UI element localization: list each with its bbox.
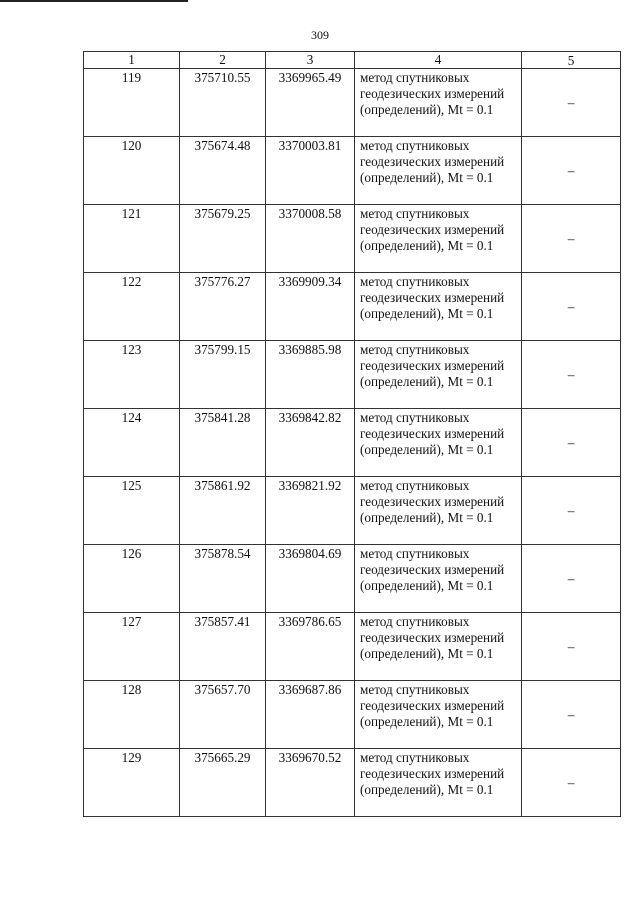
x-coordinate-cell (180, 749, 266, 817)
method-cell-text: метод спутниковых геодезических измерений (определений), Mt = 0.1 (360, 682, 505, 729)
note-cell (522, 477, 621, 545)
x-coordinate-cell (180, 341, 266, 409)
x-coordinate-cell (180, 477, 266, 545)
y-coordinate-cell (266, 205, 355, 273)
y-coordinate-cell (266, 273, 355, 341)
coordinates-table (83, 51, 621, 817)
x-coordinate-cell-text: 375665.29 (194, 750, 251, 765)
table-row (84, 749, 621, 817)
y-coordinate-cell-text: 3370003.81 (278, 138, 342, 153)
method-cell-text: метод спутниковых геодезических измерений (определений), Mt = 0.1 (360, 546, 505, 593)
x-coordinate-cell (180, 137, 266, 205)
table-row (84, 545, 621, 613)
point-number-cell (84, 681, 180, 749)
method-cell (355, 749, 522, 817)
method-cell (355, 613, 522, 681)
method-cell (355, 477, 522, 545)
y-coordinate-cell (266, 681, 355, 749)
note-cell-text: – (567, 435, 575, 450)
note-cell-text: – (567, 367, 575, 382)
x-coordinate-cell-text: 375861.92 (194, 478, 251, 493)
point-number-cell-text: 120 (121, 138, 142, 153)
x-coordinate-cell-text: 375841.28 (194, 410, 251, 425)
x-coordinate-cell-text: 375799.15 (194, 342, 251, 357)
y-coordinate-cell-text: 3369821.92 (278, 478, 342, 493)
point-number-cell-text: 119 (121, 70, 142, 85)
x-coordinate-cell (180, 681, 266, 749)
method-cell (355, 273, 522, 341)
note-cell-text: – (567, 775, 575, 790)
table-row (84, 205, 621, 273)
note-cell (522, 69, 621, 137)
point-number-cell (84, 409, 180, 477)
column-header-3: 3 (266, 52, 355, 69)
table-row (84, 613, 621, 681)
x-coordinate-cell-text: 375776.27 (194, 274, 251, 289)
y-coordinate-cell (266, 137, 355, 205)
point-number-cell-text: 124 (121, 410, 142, 425)
note-cell (522, 205, 621, 273)
note-cell (522, 613, 621, 681)
note-cell (522, 409, 621, 477)
x-coordinate-cell (180, 69, 266, 137)
method-cell (355, 69, 522, 137)
table-header-row (84, 52, 621, 69)
point-number-cell (84, 69, 180, 137)
method-cell (355, 205, 522, 273)
x-coordinate-cell (180, 545, 266, 613)
method-cell-text: метод спутниковых геодезических измерений (определений), Mt = 0.1 (360, 614, 505, 661)
y-coordinate-cell (266, 545, 355, 613)
y-coordinate-cell (266, 613, 355, 681)
table-row (84, 409, 621, 477)
x-coordinate-cell (180, 409, 266, 477)
method-cell-text: метод спутниковых геодезических измерений (определений), Mt = 0.1 (360, 274, 505, 321)
note-cell-text: – (567, 299, 575, 314)
point-number-cell-text: 126 (121, 546, 142, 561)
y-coordinate-cell-text: 3369804.69 (278, 546, 342, 561)
note-cell-text: – (567, 707, 575, 722)
x-coordinate-cell-text: 375679.25 (194, 206, 251, 221)
note-cell-text: – (567, 163, 575, 178)
column-header-2: 2 (180, 52, 266, 69)
point-number-cell (84, 137, 180, 205)
point-number-cell-text: 128 (121, 682, 142, 697)
x-coordinate-cell-text: 375857.41 (194, 614, 251, 629)
method-cell-text: метод спутниковых геодезических измерений (определений), Mt = 0.1 (360, 750, 505, 797)
x-coordinate-cell (180, 613, 266, 681)
point-number-cell-text: 121 (121, 206, 142, 221)
y-coordinate-cell (266, 477, 355, 545)
y-coordinate-cell (266, 69, 355, 137)
note-cell (522, 273, 621, 341)
x-coordinate-cell-text: 375878.54 (194, 546, 251, 561)
x-coordinate-cell (180, 205, 266, 273)
point-number-cell (84, 613, 180, 681)
table-row (84, 341, 621, 409)
column-header-1: 1 (84, 52, 180, 69)
method-cell-text: метод спутниковых геодезических измерений (определений), Mt = 0.1 (360, 342, 505, 389)
table-row (84, 69, 621, 137)
x-coordinate-cell (180, 273, 266, 341)
note-cell (522, 137, 621, 205)
method-cell (355, 545, 522, 613)
y-coordinate-cell (266, 749, 355, 817)
method-cell-text: метод спутниковых геодезических измерений (определений), Mt = 0.1 (360, 410, 505, 457)
point-number-cell (84, 749, 180, 817)
note-cell-text: – (567, 95, 575, 110)
column-header-5: 5 (522, 52, 621, 69)
y-coordinate-cell-text: 3370008.58 (278, 206, 342, 221)
table-row (84, 137, 621, 205)
note-cell-text: – (567, 639, 575, 654)
point-number-cell (84, 273, 180, 341)
page-number: 309 (311, 28, 329, 42)
x-coordinate-cell-text: 375657.70 (194, 682, 251, 697)
y-coordinate-cell-text: 3369786.65 (278, 614, 342, 629)
table-row (84, 681, 621, 749)
method-cell-text: метод спутниковых геодезических измерений (определений), Mt = 0.1 (360, 70, 505, 117)
point-number-cell (84, 341, 180, 409)
y-coordinate-cell-text: 3369885.98 (278, 342, 342, 357)
note-cell (522, 545, 621, 613)
point-number-cell (84, 205, 180, 273)
table-row (84, 273, 621, 341)
y-coordinate-cell (266, 341, 355, 409)
table-row (84, 477, 621, 545)
note-cell-text: – (567, 503, 575, 518)
x-coordinate-cell-text: 375710.55 (194, 70, 251, 85)
note-cell-text: – (567, 571, 575, 586)
method-cell (355, 341, 522, 409)
point-number-cell (84, 545, 180, 613)
note-cell-text: – (567, 231, 575, 246)
note-cell (522, 749, 621, 817)
point-number-cell (84, 477, 180, 545)
point-number-cell-text: 122 (121, 274, 142, 289)
y-coordinate-cell-text: 3369687.86 (278, 682, 342, 697)
method-cell (355, 681, 522, 749)
method-cell (355, 409, 522, 477)
y-coordinate-cell-text: 3369965.49 (278, 70, 342, 85)
method-cell-text: метод спутниковых геодезических измерений (определений), Mt = 0.1 (360, 138, 505, 185)
y-coordinate-cell-text: 3369670.52 (278, 750, 342, 765)
column-header-4: 4 (355, 52, 522, 69)
point-number-cell-text: 125 (121, 478, 142, 493)
method-cell-text: метод спутниковых геодезических измерений (определений), Mt = 0.1 (360, 478, 505, 525)
note-cell (522, 341, 621, 409)
point-number-cell-text: 129 (121, 750, 142, 765)
x-coordinate-cell-text: 375674.48 (194, 138, 251, 153)
y-coordinate-cell-text: 3369909.34 (278, 274, 342, 289)
note-cell (522, 681, 621, 749)
point-number-cell-text: 127 (121, 614, 142, 629)
y-coordinate-cell (266, 409, 355, 477)
method-cell-text: метод спутниковых геодезических измерений (определений), Mt = 0.1 (360, 206, 505, 253)
top-rule (0, 0, 188, 2)
y-coordinate-cell-text: 3369842.82 (278, 410, 342, 425)
point-number-cell-text: 123 (121, 342, 142, 357)
method-cell (355, 137, 522, 205)
